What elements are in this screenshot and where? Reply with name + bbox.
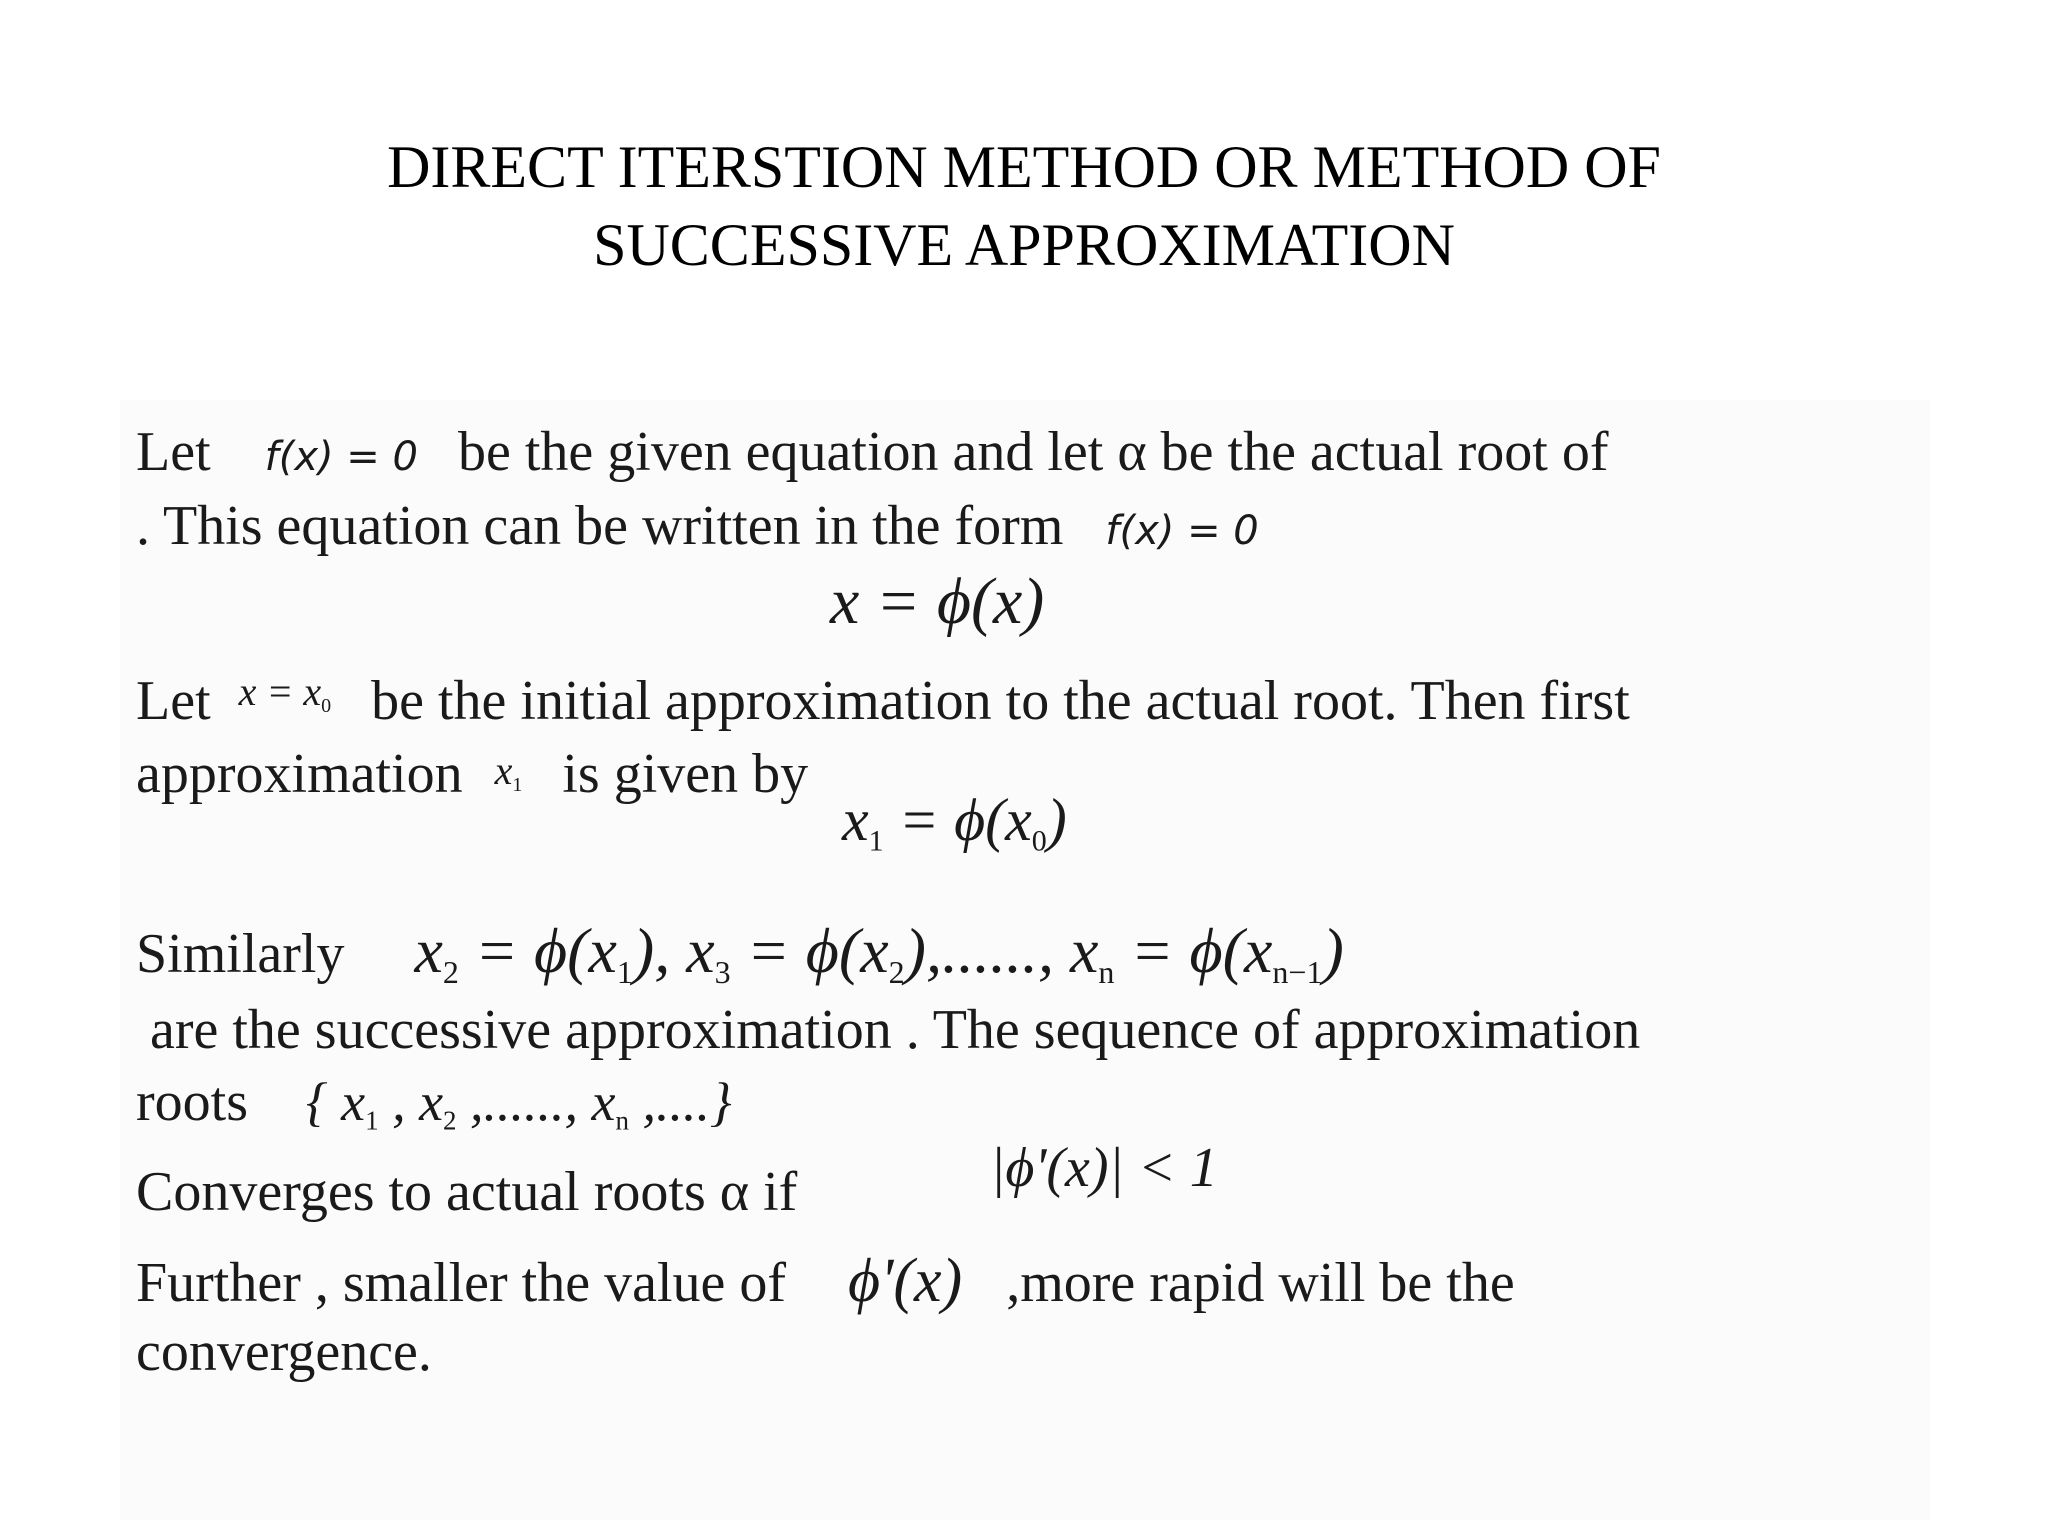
line-3 xyxy=(136,668,1630,733)
line-8 xyxy=(136,1160,797,1224)
seq-sub-n1: n−1 xyxy=(1272,954,1323,991)
eq-x1-x: x xyxy=(842,787,869,853)
seq-d: = ϕ(x xyxy=(730,915,889,986)
line-7 xyxy=(136,1070,732,1136)
text-convergence: convergence. xyxy=(136,1321,432,1383)
equation-roots-set xyxy=(306,1072,732,1136)
text-further: Further , smaller the value of xyxy=(136,1252,787,1314)
line-9 xyxy=(136,1246,1515,1317)
seq-f: = ϕ(x xyxy=(1114,915,1273,986)
seq-e: ),......, x xyxy=(904,915,1099,986)
seq-c: ), x xyxy=(632,915,715,986)
text-similarly: Similarly xyxy=(136,923,345,985)
text-more-rapid: ,more rapid will be the xyxy=(1006,1252,1515,1314)
line-2 xyxy=(136,494,1259,558)
text-converges: Converges to actual roots α if xyxy=(136,1161,798,1223)
equation-convergence-condition: |ϕ'(x)| < 1 xyxy=(990,1137,1218,1199)
text-roots: roots xyxy=(136,1071,248,1133)
text-given-by: is given by xyxy=(562,743,809,805)
seq-b: = ϕ(x xyxy=(458,915,617,986)
eq-x1-sub0: 0 xyxy=(1031,824,1047,858)
line-4 xyxy=(136,742,808,806)
subscript-0: 0 xyxy=(321,695,332,717)
slide-title xyxy=(0,128,2048,284)
line-5 xyxy=(136,914,1344,991)
set-close: ,....} xyxy=(629,1072,732,1132)
seq-sub-2b: 2 xyxy=(888,954,905,991)
title-line-2: SUCCESSIVE APPROXIMATION xyxy=(593,212,1455,278)
equation-f-zero-2: f(x) = 0 xyxy=(1105,508,1259,554)
subscript-1: 1 xyxy=(512,774,523,796)
set-dots: ,......, x xyxy=(456,1072,616,1132)
seq-sub-n: n xyxy=(1098,954,1115,991)
seq-sub-1: 1 xyxy=(616,954,633,991)
line-6 xyxy=(150,998,1640,1062)
text-given-equation: be the given equation and let α be the actual root of xyxy=(457,421,1609,483)
line-10 xyxy=(136,1320,432,1384)
set-open: { x xyxy=(306,1072,366,1132)
text-initial-approximation: be the initial approximation to the actual root. Then first xyxy=(371,670,1630,732)
text-let: Let xyxy=(136,421,211,483)
variable-x1 xyxy=(494,748,523,796)
set-mid: , x xyxy=(378,1072,444,1132)
equation-x1-phi-x0 xyxy=(842,786,1067,859)
equation-phi-prime: ϕ'(x) xyxy=(848,1247,963,1315)
set-sub-n: n xyxy=(615,1105,629,1136)
equation-x-phi-x: x = ϕ(x) xyxy=(830,565,1045,638)
seq-sub-2: 2 xyxy=(442,954,459,991)
equation-initial xyxy=(238,669,332,717)
text-written-form: . This equation can be written in the form xyxy=(136,495,1064,557)
seq-sub-3: 3 xyxy=(714,954,731,991)
set-sub-2: 2 xyxy=(443,1105,457,1136)
set-sub-1: 1 xyxy=(365,1105,379,1136)
text-successive: are the successive approximation . The sequence of approximation xyxy=(150,999,1641,1061)
equation-f-zero: f(x) = 0 xyxy=(264,434,418,480)
seq-g: ) xyxy=(1322,915,1344,986)
eq-x1-mid: = ϕ(x xyxy=(883,787,1032,853)
equation-sequence xyxy=(414,915,1344,991)
text-let-2: Let xyxy=(136,670,211,732)
eq-x1-end: ) xyxy=(1046,787,1067,853)
text-approximation: approximation xyxy=(136,743,463,805)
eq-x1-sub: 1 xyxy=(868,824,884,858)
seq-a: x xyxy=(414,915,443,986)
variable-x: x xyxy=(494,748,513,793)
title-line-1: DIRECT ITERSTION METHOD OR METHOD OF xyxy=(387,134,1661,200)
line-1 xyxy=(136,420,1608,484)
equation-initial-lhs: x = x xyxy=(238,669,322,714)
